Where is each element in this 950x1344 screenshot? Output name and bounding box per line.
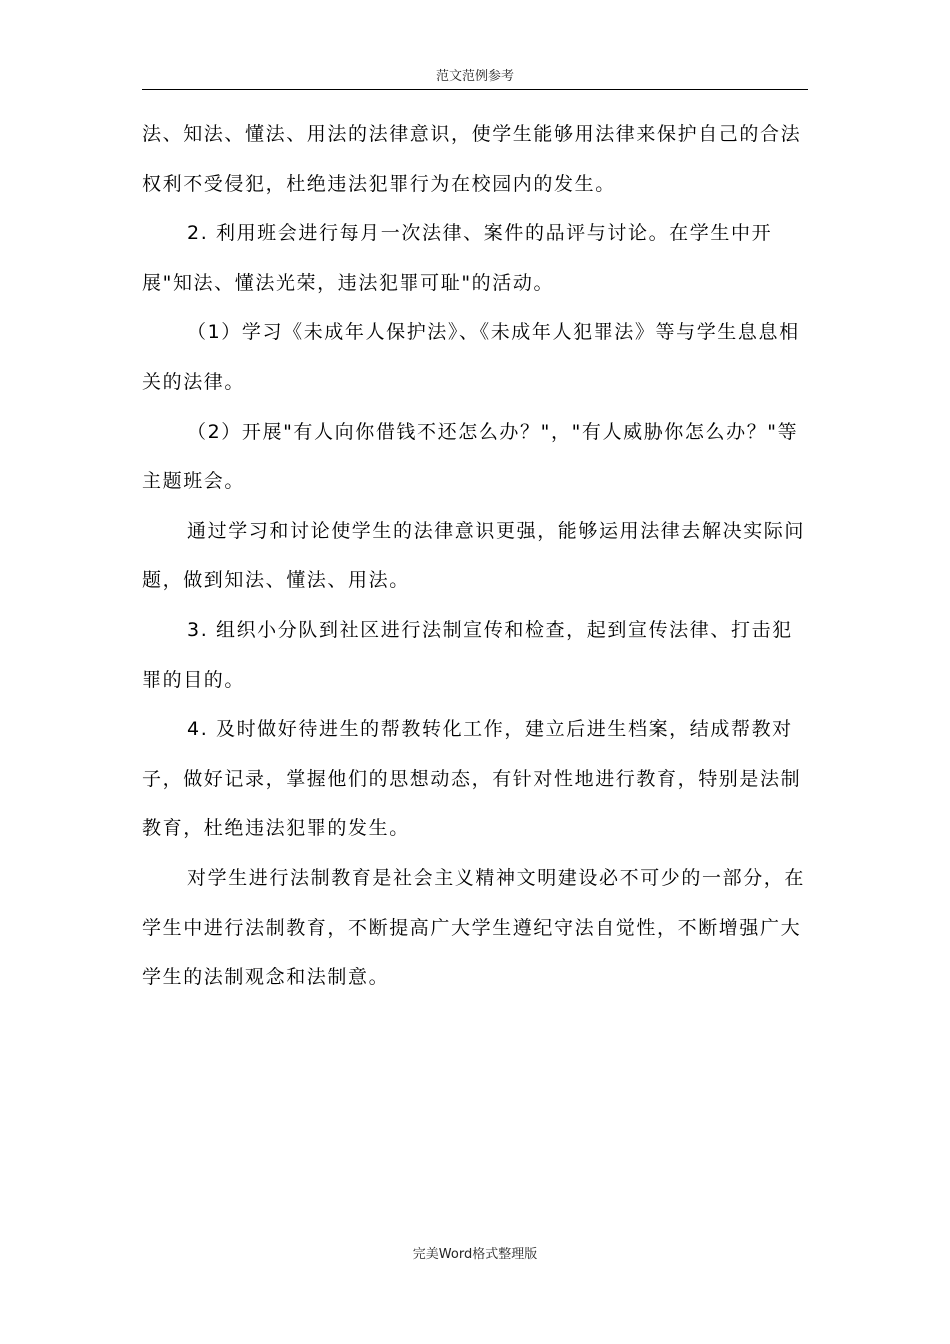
- paragraph-7: 4. 及时做好待进生的帮教转化工作，建立后进生档案，结成帮教对子，做好记录，掌握他们的思想动态，有针对性地进行教育，特别是法制教育，杜绝违法犯罪的发生。: [142, 718, 802, 840]
- paragraph-6: 3. 组织小分队到社区进行法制宣传和检查，起到宣传法律、打击犯罪的目的。: [142, 618, 793, 691]
- paragraph-8: 对学生进行法制教育是社会主义精神文明建设必不可少的一部分，在学生中进行法制教育，不断提高广大学生遵纪守法自觉性，不断增强广大学生的法制观念和法制意。: [142, 866, 806, 989]
- paragraph-4: （2）开展"有人向你借钱不还怎么办？"，"有人威胁你怎么办？"等主题班会。: [142, 420, 799, 493]
- document-body: [142, 110, 808, 1003]
- paragraph-2: 2. 利用班会进行每月一次法律、案件的品评与讨论。在学生中开展"知法、懂法光荣，违法犯罪可耻"的活动。: [142, 222, 773, 294]
- paragraph-3: （1）学习《未成年人保护法》、《未成年人犯罪法》等与学生息息相关的法律。: [142, 321, 800, 393]
- header-title: 范文范例参考: [435, 69, 514, 84]
- paragraph-5: 通过学习和讨论使学生的法律意识更强，能够运用法律去解决实际问题，做到知法、懂法、用法。: [142, 519, 806, 592]
- paragraph-1: 法、知法、懂法、用法的法律意识，使学生能够用法律来保护自己的合法权利不受侵犯，杜绝违法犯罪行为在校园内的发生。: [142, 123, 802, 195]
- page-footer: 完美Word格式整理版: [412, 1247, 538, 1262]
- page-header: [142, 64, 808, 90]
